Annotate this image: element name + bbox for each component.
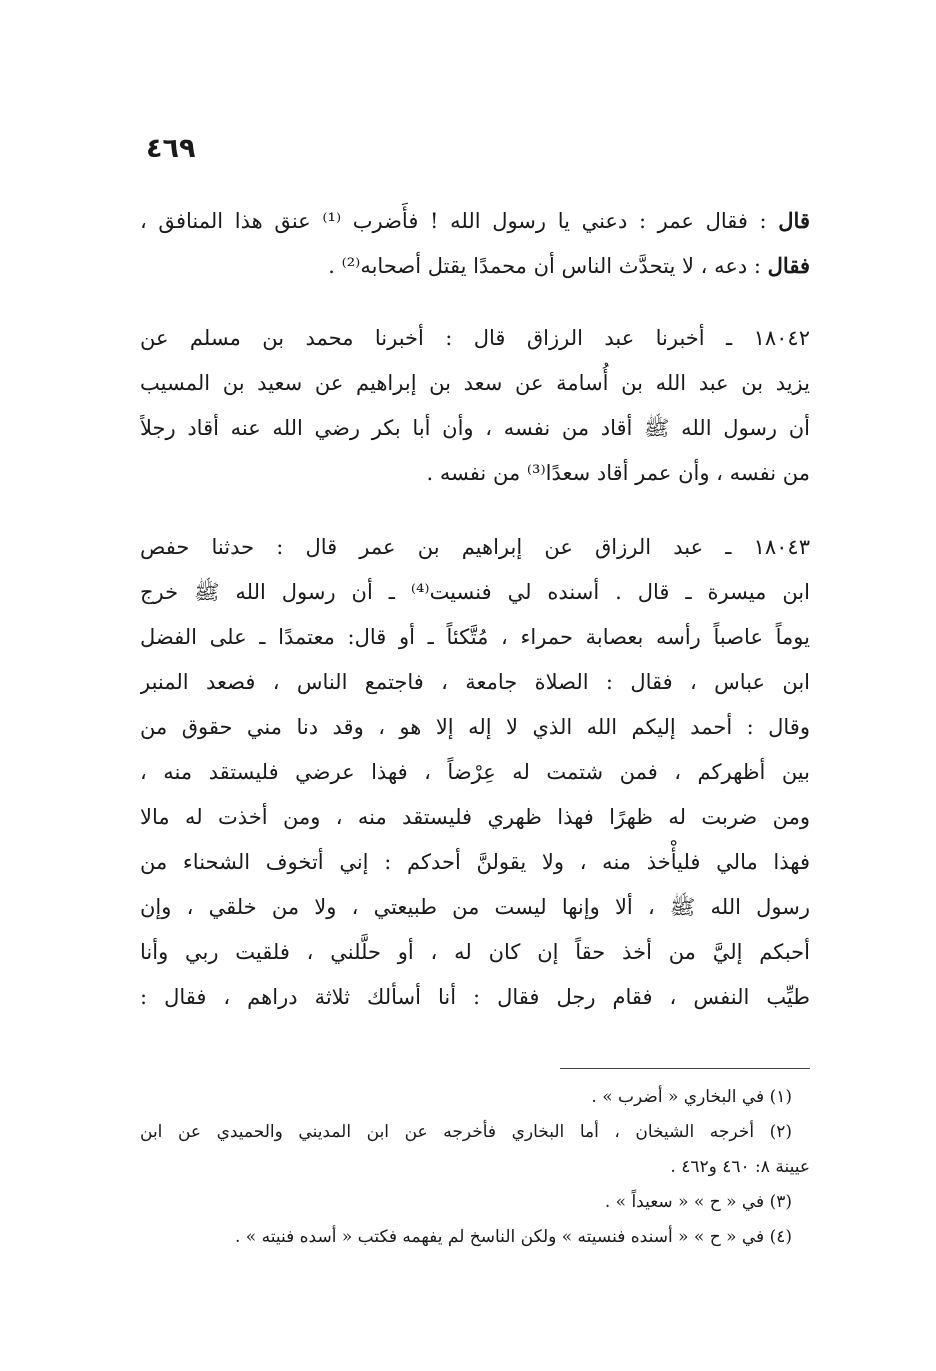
speaker-label: فقال: [767, 253, 810, 278]
text-line: ابن ميسرة ـ قال . أسنده لي فنسيت⁽⁴⁾ ـ أن رسول الله ﷺ خرج: [140, 580, 810, 604]
line-text: : فقال عمر : دعني يا رسول الله ! فأَضرب ⁽¹⁾ عنق هذا المنافق ،: [140, 209, 779, 233]
text-line: يوماً عاصباً رأسه بعصابة حمراء ، مُتَّكئاً ـ أو قال: معتمدًا ـ على الفضل: [140, 625, 810, 649]
text-line: طيِّب النفس ، فقام رجل فقال : أنا أسألك ثلاثة دراهم ، فقال :: [140, 985, 810, 1009]
footnote: (١) في البخاري « أضرب » .: [591, 1087, 792, 1107]
text-line: رسول الله ﷺ ، ألا وإنها ليست من طبيعتي ، ولا من خلقي ، وإن: [140, 895, 810, 919]
text-line: يزيد بن عبد الله بن أُسامة عن سعد بن إبراهيم عن سعيد بن المسيب: [140, 371, 810, 395]
line-text: : دعه ، لا يتحدَّث الناس أن محمدًا يقتل أصحابه⁽²⁾ .: [328, 254, 768, 278]
text-line: ١٨٠٤٢ ـ أخبرنا عبد الرزاق قال : أخبرنا محمد بن مسلم عن: [140, 326, 810, 350]
text-line: بين أظهركم ، فمن شتمت له عِرْضاً ، فهذا عرضي فليستقد منه ،: [140, 760, 810, 784]
text-line: ومن ضربت له ظهرًا فهذا ظهري فليستقد منه ، ومن أخذت له مالا: [140, 805, 810, 829]
footnote-continuation: عيينة ٨: ٤٦٠ و٤٦٢ .: [670, 1157, 810, 1177]
page-number: ٤٦٩: [146, 133, 196, 164]
footnote: (٤) في « ح » « أسنده فنسيته » ولكن الناسخ لم يفهمه فكتب « أسده فنيته » .: [234, 1227, 792, 1247]
footnote: (٢) أخرجه الشيخان ، أما البخاري فأخرجه عن ابن المديني والحميدي عن ابن: [140, 1122, 792, 1142]
text-line: [140, 243, 810, 288]
paragraph-2: [140, 316, 810, 496]
footnote: (٣) في « ح » « سعيداً » .: [604, 1192, 792, 1212]
text-line: أن رسول الله ﷺ أقاد من نفسه ، وأن أبا بكر رضي الله عنه أقاد رجلاً: [140, 416, 810, 440]
text-line: ١٨٠٤٣ ـ عبد الرزاق عن إبراهيم بن عمر قال : حدثنا حفص: [140, 535, 810, 559]
paragraph-1: [140, 198, 810, 288]
text-line: [140, 198, 810, 243]
text-line: وقال : أحمد إليكم الله الذي لا إله إلا هو ، وقد دنا مني حقوق من: [140, 715, 810, 739]
text-line: ابن عباس ، فقال : الصلاة جامعة ، فاجتمع الناس ، فصعد المنبر: [140, 670, 810, 694]
speaker-label: قال: [778, 208, 810, 233]
text-line: من نفسه ، وأن عمر أقاد سعدًا⁽³⁾ من نفسه .: [426, 461, 810, 485]
text-line: فهذا مالي فليأْخذ منه ، ولا يقولنَّ أحدكم : إني أتخوف الشحناء من: [140, 850, 810, 874]
text-line: أحبكم إليَّ من أخذ حقاً إن كان له ، أو حلَّلني ، فلقيت ربي وأنا: [140, 940, 810, 964]
footnote-divider: [560, 1068, 810, 1069]
paragraph-3: [140, 525, 810, 1020]
footnotes: [140, 1080, 810, 1255]
